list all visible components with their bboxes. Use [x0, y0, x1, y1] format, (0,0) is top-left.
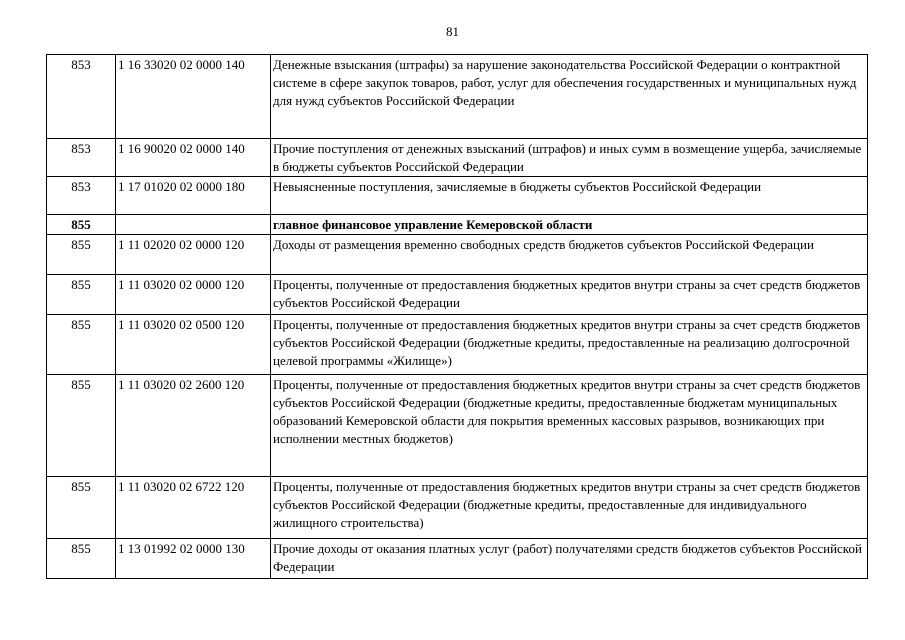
table-row — [47, 215, 868, 235]
revenue-name-cell: Проценты, полученные от предоставления бюджетных кредитов внутри страны за счет средств бюджетов субъектов Российской Федерации — [271, 275, 868, 315]
budget-code-cell: 1 11 03020 02 6722 120 — [116, 477, 271, 539]
budget-code-cell: 1 16 90020 02 0000 140 — [116, 139, 271, 177]
revenue-name-cell: Проценты, полученные от предоставления бюджетных кредитов внутри страны за счет средств бюджетов субъектов Российской Федерации (бюджетные кредиты, предоставленные бюджетам муниципальных образований Кемеровской области для покрытия временных кассовых разрывов, возникающих при исполнении местных бюджетов) — [271, 375, 868, 477]
table-row — [47, 177, 868, 215]
revenue-name-cell: главное финансовое управление Кемеровской области — [271, 215, 868, 235]
revenue-name-cell: Прочие поступления от денежных взысканий (штрафов) и иных сумм в возмещение ущерба, зачисляемые в бюджеты субъектов Российской Федерации — [271, 139, 868, 177]
admin-code-cell: 853 — [47, 55, 116, 139]
revenue-classification-table — [46, 54, 868, 579]
admin-code-cell: 855 — [47, 275, 116, 315]
table-row — [47, 275, 868, 315]
budget-code-cell: 1 11 03020 02 0000 120 — [116, 275, 271, 315]
table-row — [47, 539, 868, 579]
revenue-name-cell: Денежные взыскания (штрафы) за нарушение законодательства Российской Федерации о контрактной системе в сфере закупок товаров, работ, услуг для обеспечения государственных и муниципальных нужд для нужд субъектов Российской Федерации — [271, 55, 868, 139]
admin-code-cell: 855 — [47, 315, 116, 375]
admin-code-cell: 855 — [47, 235, 116, 275]
table-row — [47, 477, 868, 539]
budget-code-cell: 1 11 03020 02 2600 120 — [116, 375, 271, 477]
admin-code-cell: 853 — [47, 177, 116, 215]
table-row — [47, 55, 868, 139]
budget-code-cell: 1 11 03020 02 0500 120 — [116, 315, 271, 375]
budget-code-cell: 1 16 33020 02 0000 140 — [116, 55, 271, 139]
budget-code-cell — [116, 215, 271, 235]
admin-code-cell: 855 — [47, 477, 116, 539]
revenue-name-cell: Проценты, полученные от предоставления бюджетных кредитов внутри страны за счет средств бюджетов субъектов Российской Федерации (бюджетные кредиты, предоставленные на реализацию долгосрочной целевой программы «Жилище») — [271, 315, 868, 375]
admin-code-cell: 855 — [47, 215, 116, 235]
table-row — [47, 235, 868, 275]
revenue-name-cell: Проценты, полученные от предоставления бюджетных кредитов внутри страны за счет средств бюджетов субъектов Российской Федерации (бюджетные кредиты, предоставленные для индивидуального жилищного строительства) — [271, 477, 868, 539]
page-number: 81 — [446, 24, 459, 39]
budget-code-cell: 1 11 02020 02 0000 120 — [116, 235, 271, 275]
revenue-name-cell: Невыясненные поступления, зачисляемые в бюджеты субъектов Российской Федерации — [271, 177, 868, 215]
admin-code-cell: 855 — [47, 375, 116, 477]
admin-code-cell: 855 — [47, 539, 116, 579]
revenue-name-cell: Доходы от размещения временно свободных средств бюджетов субъектов Российской Федерации — [271, 235, 868, 275]
budget-code-cell: 1 17 01020 02 0000 180 — [116, 177, 271, 215]
admin-code-cell: 853 — [47, 139, 116, 177]
table-row — [47, 375, 868, 477]
table-row — [47, 315, 868, 375]
table-row — [47, 139, 868, 177]
budget-code-cell: 1 13 01992 02 0000 130 — [116, 539, 271, 579]
table-body — [47, 55, 868, 579]
revenue-name-cell: Прочие доходы от оказания платных услуг (работ) получателями средств бюджетов субъектов Российской Федерации — [271, 539, 868, 579]
